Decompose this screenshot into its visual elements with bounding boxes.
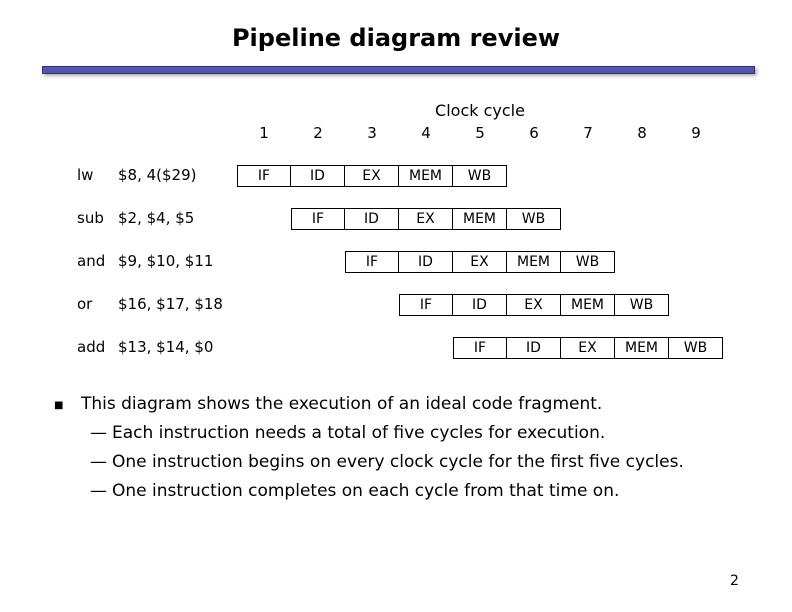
stage-if-cell: IF: [237, 165, 291, 187]
stage-if-cell: IF: [291, 208, 345, 230]
instruction-operands: $8, 4($29): [118, 166, 197, 184]
cycle-number: 5: [475, 124, 485, 142]
subbullet-text: Each instruction needs a total of five cycles for execution.: [112, 423, 606, 443]
instruction-operands: $2, $4, $5: [118, 209, 195, 227]
cycle-number: 9: [691, 124, 701, 142]
stage-wb-cell: WB: [561, 251, 615, 273]
stage-wb-cell: WB: [507, 208, 561, 230]
subbullet-text: One instruction begins on every clock cycle for the first five cycles.: [112, 452, 684, 472]
instruction-opcode: add: [77, 338, 106, 356]
stage-mem-cell: MEM: [507, 251, 561, 273]
stage-mem-cell: MEM: [453, 208, 507, 230]
slide-title: Pipeline diagram review: [231, 24, 561, 52]
stage-ex-cell: EX: [507, 294, 561, 316]
cycle-number: 3: [367, 124, 377, 142]
cycle-number: 8: [637, 124, 647, 142]
subbullet-text: One instruction completes on each cycle from that time on.: [112, 481, 620, 501]
page-number: 2: [730, 573, 739, 589]
stage-ex-cell: EX: [345, 165, 399, 187]
stage-ex-cell: EX: [561, 337, 615, 359]
cycle-number: 6: [529, 124, 539, 142]
stage-ex-cell: EX: [453, 251, 507, 273]
stage-if-cell: IF: [345, 251, 399, 273]
cycle-number: 1: [259, 124, 269, 142]
instruction-operands: $9, $10, $11: [118, 252, 214, 270]
cycle-number: 7: [583, 124, 593, 142]
instruction-opcode: and: [77, 252, 106, 270]
clock-cycle-label: Clock cycle: [435, 101, 525, 120]
dash-icon: —: [90, 423, 107, 443]
stage-id-cell: ID: [345, 208, 399, 230]
instruction-opcode: lw: [77, 166, 94, 184]
stage-wb-cell: WB: [615, 294, 669, 316]
cycle-number: 2: [313, 124, 323, 142]
stage-if-cell: IF: [399, 294, 453, 316]
title-underline-bar: [42, 66, 755, 74]
instruction-operands: $13, $14, $0: [118, 338, 214, 356]
stage-wb-cell: WB: [669, 337, 723, 359]
stage-id-cell: ID: [453, 294, 507, 316]
main-bullet-text: This diagram shows the execution of an ideal code fragment.: [81, 394, 603, 414]
stage-mem-cell: MEM: [561, 294, 615, 316]
stage-mem-cell: MEM: [615, 337, 669, 359]
dash-icon: —: [90, 452, 107, 472]
stage-id-cell: ID: [507, 337, 561, 359]
stage-id-cell: ID: [291, 165, 345, 187]
instruction-opcode: or: [77, 295, 93, 313]
stage-mem-cell: MEM: [399, 165, 453, 187]
instruction-opcode: sub: [77, 209, 104, 227]
dash-icon: —: [90, 481, 107, 501]
instruction-operands: $16, $17, $18: [118, 295, 223, 313]
cycle-number: 4: [421, 124, 431, 142]
stage-if-cell: IF: [453, 337, 507, 359]
square-bullet-icon: ■: [54, 400, 64, 411]
stage-id-cell: ID: [399, 251, 453, 273]
stage-wb-cell: WB: [453, 165, 507, 187]
stage-ex-cell: EX: [399, 208, 453, 230]
